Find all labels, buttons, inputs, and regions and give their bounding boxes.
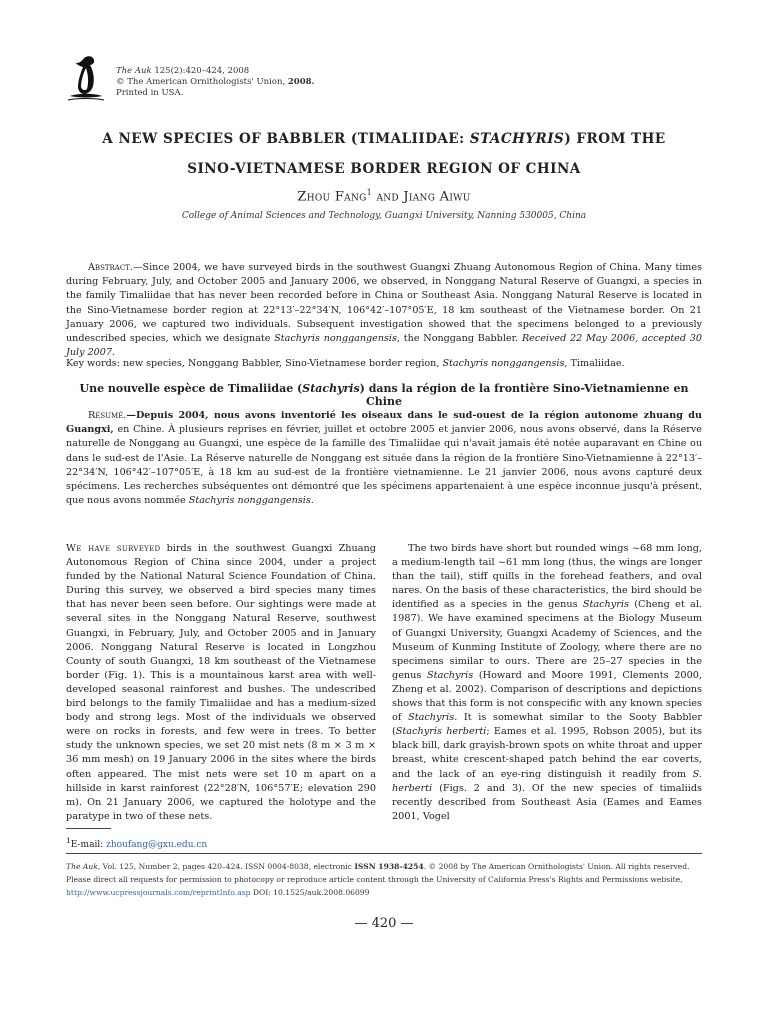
authors: Zhou Fang$^1$ and Jiang Aiwu	[297, 188, 471, 205]
masthead	[66, 52, 366, 102]
footnote: $^1$E-mail: zhoufang@gxu.edu.cn	[66, 836, 208, 850]
french-title: Une nouvelle espèce de Timaliidae (Stachyris) dans la région de la frontière Sino-Vietnamienne en Chine	[79, 382, 689, 408]
author-footnote-mark: 1	[366, 188, 373, 197]
affiliation: College of Animal Sciences and Technology, Guangxi University, Nanning 530005, China	[181, 211, 587, 221]
great-auk-logo-icon	[66, 52, 106, 102]
body-column-left: We have surveyed birds in the southwest Guangxi Zhuang Autonomous Region of China since 2004, under a project funded by the National Natural Science Foundation of China. During this survey, we observed a bird species many times that has never been seen before. Our sightings were made at several sites in the Nonggang Natural Reserve, southwest Guangxi, in February, July, and October 2005 and in January 2006. Nonggang Natural Reserve is located in Longzhou County of south Guangxi, 18 km southeast of the Vietnamese border (Fig. 1). This is a mountainous karst area with well-developed seasonal rainforest and bushes. The undescribed bird belongs to the family Timaliidae and has a medium-sized body and strong legs. Most of the individuals we observed were on rocks in forests, and few were in trees. To better study the unknown species, we set 20 mist nets (8 m × 3 m × 36 mm mesh) on 19 January 2006 in the sites where the birds often appeared. The mist nets were set 10 m apart on a hillside in karst rainforest (22°28′N, 106°57′E; elevation 290 m). On 21 January 2006, we captured the holotype and the paratype in two of these nets.	[66, 543, 377, 822]
lead-in: We have surveyed	[66, 543, 161, 554]
resume: Résumé.—Depuis 2004, nous avons inventorié les oiseaux dans le sud-ouest de la région autonome zhuang du Guangxi, en Chine. À plusieurs reprises en février, juillet et octobre 2005 et janvier 2006, nous avons observé, dans la Réserve naturelle de Nonggang au Guangxi, une espèce de la famille des Timaliidae qui n'avait jamais été notée auparavant en Chine ou dans le sud-est de l'Asie. La Réserve naturelle de Nonggang est située dans la région de la frontière Sino-Vietnamienne à 22°13′–22°34′N, 106°42′–107°05′E, à 18 km au sud-est de la frontière vietnamienne. Le 21 janvier 2006, nous avons capturé deux spécimens. Les recherches subséquentes ont démontré que les spécimens appartenaient à une espèce inconnue jusqu'à présent, que nous avons nommée Stachyris nonggangensis.	[66, 410, 702, 507]
abstract: Abstract.—Since 2004, we have surveyed birds in the southwest Guangxi Zhuang Autonomous Region of China. Many times during February, July, and October 2005 and January 2006, we observed, in Nonggang Natural Reserve of Guangxi, a species in the family Timaliidae that has never been recorded before in China or Southeast Asia. Nonggang Natural Reserve is located in the Sino-Vietnamese border region at 22°13′–22°34′N, 106°42′–107°05′E, 18 km southeast of the Vietnamese border. On 21 January 2006, we captured two individuals. Subsequent investigation showed that the specimens belonged to a previously undescribed species, which we designate Stachyris nonggangensis, the Nonggang Babbler. Received 22 May 2006, accepted 30 July 2007.	[66, 262, 703, 359]
article-title-line-2: SINO-VIETNAMESE BORDER REGION OF CHINA	[187, 161, 581, 177]
printed-text: Printed in USA.	[116, 88, 184, 98]
copyright-year: 2008.	[287, 77, 315, 87]
body-column-right: The two birds have short but rounded wings ~68 mm long, a medium-length tail ~61 mm long (thus, the wings are longer than the tail), stiff quills in the forehead feathers, and oval nares. On the basis of these characteristics, the bird should be identified as a species in the genus Stachyris (Cheng et al. 1987). We have examined specimens at the Biology Museum of Guangxi University, Guangxi Academy of Sciences, and the Museum of Kunming Institute of Zoology, where there are no specimens similar to ours. There are 25–27 species in the genus Stachyris (Howard and Moore 1991, Clements 2000, Zheng et al. 2002). Comparison of descriptions and depictions shows that this form is not conspecific with any known species of Stachyris. It is somewhat similar to the Sooty Babbler (Stachyris herberti; Eames et al. 1995, Robson 2005), but its black bill, dark grayish-brown spots on white throat and upper breast, white crescent-shaped patch behind the ear coverts, and the lack of an eye-ring distinguish it readily from S. herberti (Figs. 2 and 3). Of the new species of timaliids recently described from Southeast Asia (Eames and Eames 2001, Vogel	[392, 543, 702, 822]
page-number: — 420 —	[354, 916, 414, 931]
footnote-rule	[66, 828, 111, 829]
citation-rule	[66, 853, 702, 854]
abstract-label: Abstract.	[88, 262, 133, 273]
author-1: Zhou Fang	[297, 189, 367, 205]
email-link[interactable]: zhoufang@gxu.edu.cn	[106, 840, 208, 850]
copyright-text: © The American Ornithologists' Union,	[116, 77, 286, 87]
article-title-line-1: A NEW SPECIES OF BABBLER (TIMALIIDAE: STACHYRIS) FROM THE	[102, 131, 666, 147]
volume-pages: 125(2):420–424, 2008	[154, 66, 250, 76]
journal-info	[116, 66, 314, 99]
resume-label: Résumé.	[88, 410, 127, 421]
received-dates: Received 22 May 2006, accepted 30 July 2007.	[66, 333, 703, 359]
permissions-link[interactable]: http://www.ucpressjournals.com/reprintInfo.asp	[66, 888, 251, 897]
title-genus: STACHYRIS	[469, 131, 565, 147]
keywords: Key words: new species, Nonggang Babbler, Sino-Vietnamese border region, Stachyris nonggangensis, Timaliidae.	[66, 358, 625, 369]
author-2: Jiang Aiwu	[403, 189, 471, 205]
citation-block: The Auk, Vol. 125, Number 2, pages 420–424. ISSN 0004-8038, electronic ISSN 1938-4254. © 2008 by The American Ornithologists' Union. All rights reserved. Please direct all requests for permission to photocopy or reproduce article content through the University of California Press's Rights and Permissions website, http://www.ucpressjournals.com/reprintInfo.asp DOI: 10.1525/auk.2008.06099	[66, 862, 690, 897]
journal-name: The Auk	[116, 66, 152, 76]
